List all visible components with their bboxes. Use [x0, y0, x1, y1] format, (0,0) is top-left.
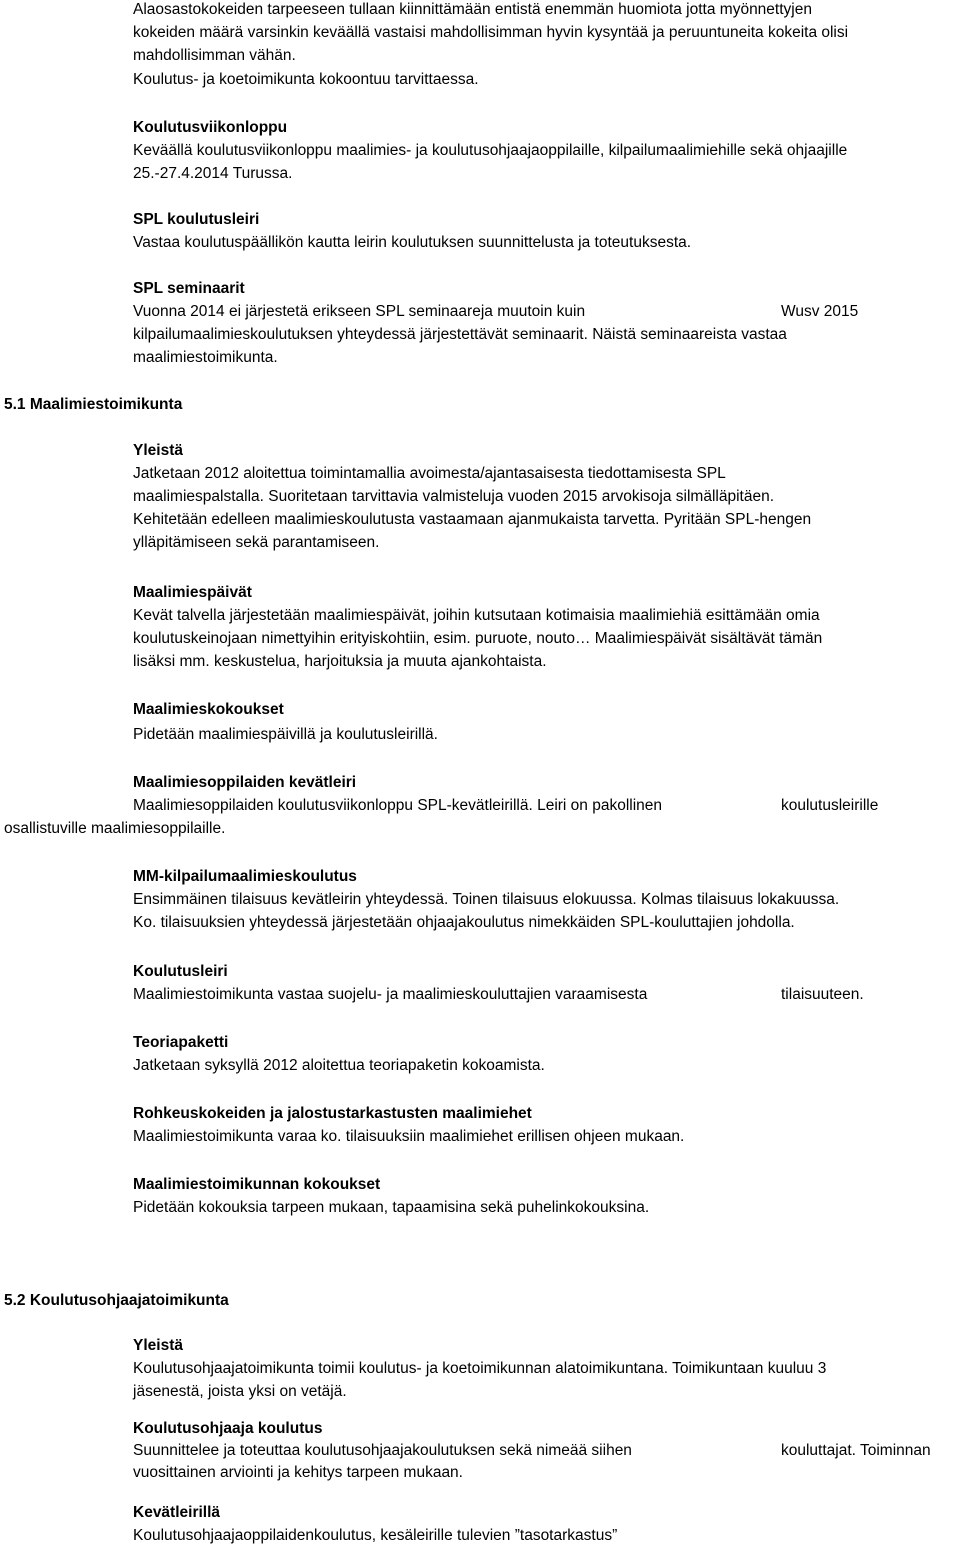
- intro-line-2: kokeiden määrä varsinkin keväällä vastaisi mahdollisimman hyvin kysyntää ja peruuntuneita kokeita olisi: [133, 24, 849, 41]
- heading-koulutusviikonloppu: Koulutusviikonloppu: [133, 119, 288, 136]
- koulutusohjaaja-line-2: vuosittainen arviointi ja kehitys tarpeen mukaan.: [133, 1464, 463, 1481]
- kevatleiri-line-2: osallistuville maalimiesoppilaille.: [4, 820, 226, 837]
- teoriapaketti-line-1: Jatketaan syksyllä 2012 aloitettua teoriapaketin kokoamista.: [133, 1057, 545, 1074]
- yleista-5-2-line-2: jäsenestä, joista yksi on vetäjä.: [133, 1383, 347, 1400]
- heading-kevatleirilla: Kevätleirillä: [133, 1504, 221, 1521]
- heading-yleista-5-1: Yleistä: [133, 442, 183, 459]
- yleista-5-1-line-3: Kehitetään edelleen maalimieskoulutusta vastaamaan ajanmukaista tarvetta. Pyritään SPL-hengen: [133, 511, 812, 528]
- kevatleiri-line-1a: Maalimiesoppilaiden koulutusviikonloppu SPL-kevätleirillä. Leiri on pakollinen: [133, 797, 663, 814]
- heading-koulutusohjaaja: Koulutusohjaaja koulutus: [133, 1420, 323, 1437]
- yleista-5-2-line-1: Koulutusohjaajatoimikunta toimii koulutus- ja koetoimikunnan alatoimikuntana. Toimikuntaan kuuluu 3: [133, 1360, 827, 1377]
- heading-teoriapaketti: Teoriapaketti: [133, 1034, 229, 1051]
- kevatleirilla-line-1: Koulutusohjaajaoppilaidenkoulutus, kesäleirille tulevien ”tasotarkastus”: [133, 1527, 618, 1544]
- koulutusviikonloppu-line-2: 25.-27.4.2014 Turussa.: [133, 165, 293, 182]
- yleista-5-1-line-4: ylläpitämiseen sekä parantamiseen.: [133, 534, 380, 551]
- spl-seminaarit-line-3: maalimiestoimikunta.: [133, 349, 278, 366]
- koulutusviikonloppu-line-1: Keväällä koulutusviikonloppu maalimies- ja koulutusohjaajaoppilaille, kilpailumaalimiehille sekä ohjaajille: [133, 142, 848, 159]
- maalimiespaivat-line-2: koulutuskeinojaan nimettyihin erityiskohtiin, esim. puruote, nouto… Maalimiespäivät sisältävät tämän: [133, 630, 823, 647]
- yleista-5-1-line-2: maalimiespalstalla. Suoritetaan tarvittavia valmisteluja vuoden 2015 arvokisoja silmälläpitäen.: [133, 488, 774, 505]
- heading-spl-koulutusleiri: SPL koulutusleiri: [133, 211, 260, 228]
- section-title-5-2: 5.2 Koulutusohjaajatoimikunta: [4, 1292, 229, 1309]
- yleista-5-1-line-1: Jatketaan 2012 aloitettua toimintamallia avoimesta/ajantasaisesta tiedottamisesta SPL: [133, 465, 726, 482]
- heading-rohkeus: Rohkeuskokeiden ja jalostustarkastusten maalimiehet: [133, 1105, 532, 1122]
- spl-koulutusleiri-line-1: Vastaa koulutuspäällikön kautta leirin koulutuksen suunnittelusta ja toteutuksesta.: [133, 234, 692, 251]
- maalimieskokoukset-line-1: Pidetään maalimiespäivillä ja koulutusleirillä.: [133, 726, 438, 743]
- koulutusohjaaja-line-1b: kouluttajat. Toiminnan: [781, 1442, 931, 1459]
- heading-kevatleiri: Maalimiesoppilaiden kevätleiri: [133, 774, 357, 791]
- maalimiespaivat-line-3: lisäksi mm. keskustelua, harjoituksia ja muuta ajankohtaista.: [133, 653, 547, 670]
- section-title-5-1: 5.1 Maalimiestoimikunta: [4, 396, 183, 413]
- spl-seminaarit-line-2: kilpailumaalimieskoulutuksen yhteydessä järjestettävät seminaarit. Näistä seminaareista vastaa: [133, 326, 787, 343]
- kokoukset-line-1: Pidetään kokouksia tarpeen mukaan, tapaamisina sekä puhelinkokouksina.: [133, 1199, 650, 1216]
- heading-kokoukset: Maalimiestoimikunnan kokoukset: [133, 1176, 381, 1193]
- koulutusleiri-line-1b: tilaisuuteen.: [781, 986, 864, 1003]
- kevatleiri-line-1b: koulutusleirille: [781, 797, 879, 814]
- heading-yleista-5-2: Yleistä: [133, 1337, 183, 1354]
- maalimiespaivat-line-1: Kevät talvella järjestetään maalimiespäivät, joihin kutsutaan kotimaisia maalimiehiä esittämään omia: [133, 607, 820, 624]
- spl-seminaarit-line-1b: Wusv 2015: [781, 303, 859, 320]
- heading-maalimieskokoukset: Maalimieskokoukset: [133, 701, 284, 718]
- intro-line-3: mahdollisimman vähän.: [133, 47, 296, 64]
- koulutusohjaaja-line-1a: Suunnittelee ja toteuttaa koulutusohjaajakoulutuksen sekä nimeää siihen: [133, 1442, 632, 1459]
- spl-seminaarit-line-1a: Vuonna 2014 ei järjestetä erikseen SPL seminaareja muutoin kuin: [133, 303, 586, 320]
- heading-koulutusleiri: Koulutusleiri: [133, 963, 228, 980]
- intro-line-1: Alaosastokokeiden tarpeeseen tullaan kiinnittämään entistä enemmän huomiota jotta myönnettyjen: [133, 1, 812, 18]
- koulutusleiri-line-1a: Maalimiestoimikunta vastaa suojelu- ja maalimieskouluttajien varaamisesta: [133, 986, 648, 1003]
- heading-spl-seminaarit: SPL seminaarit: [133, 280, 245, 297]
- intro-line-4: Koulutus- ja koetoimikunta kokoontuu tarvittaessa.: [133, 71, 479, 88]
- mm-koulutus-line-2: Ko. tilaisuuksien yhteydessä järjestetään ohjaajakoulutus nimekkäiden SPL-kouluttajien johdolla.: [133, 914, 795, 931]
- heading-mm-koulutus: MM-kilpailumaalimieskoulutus: [133, 868, 357, 885]
- heading-maalimiespaivat: Maalimiespäivät: [133, 584, 252, 601]
- rohkeus-line-1: Maalimiestoimikunta varaa ko. tilaisuuksiin maalimiehet erillisen ohjeen mukaan.: [133, 1128, 685, 1145]
- mm-koulutus-line-1: Ensimmäinen tilaisuus kevätleirin yhteydessä. Toinen tilaisuus elokuussa. Kolmas tilaisuus lokakuussa.: [133, 891, 840, 908]
